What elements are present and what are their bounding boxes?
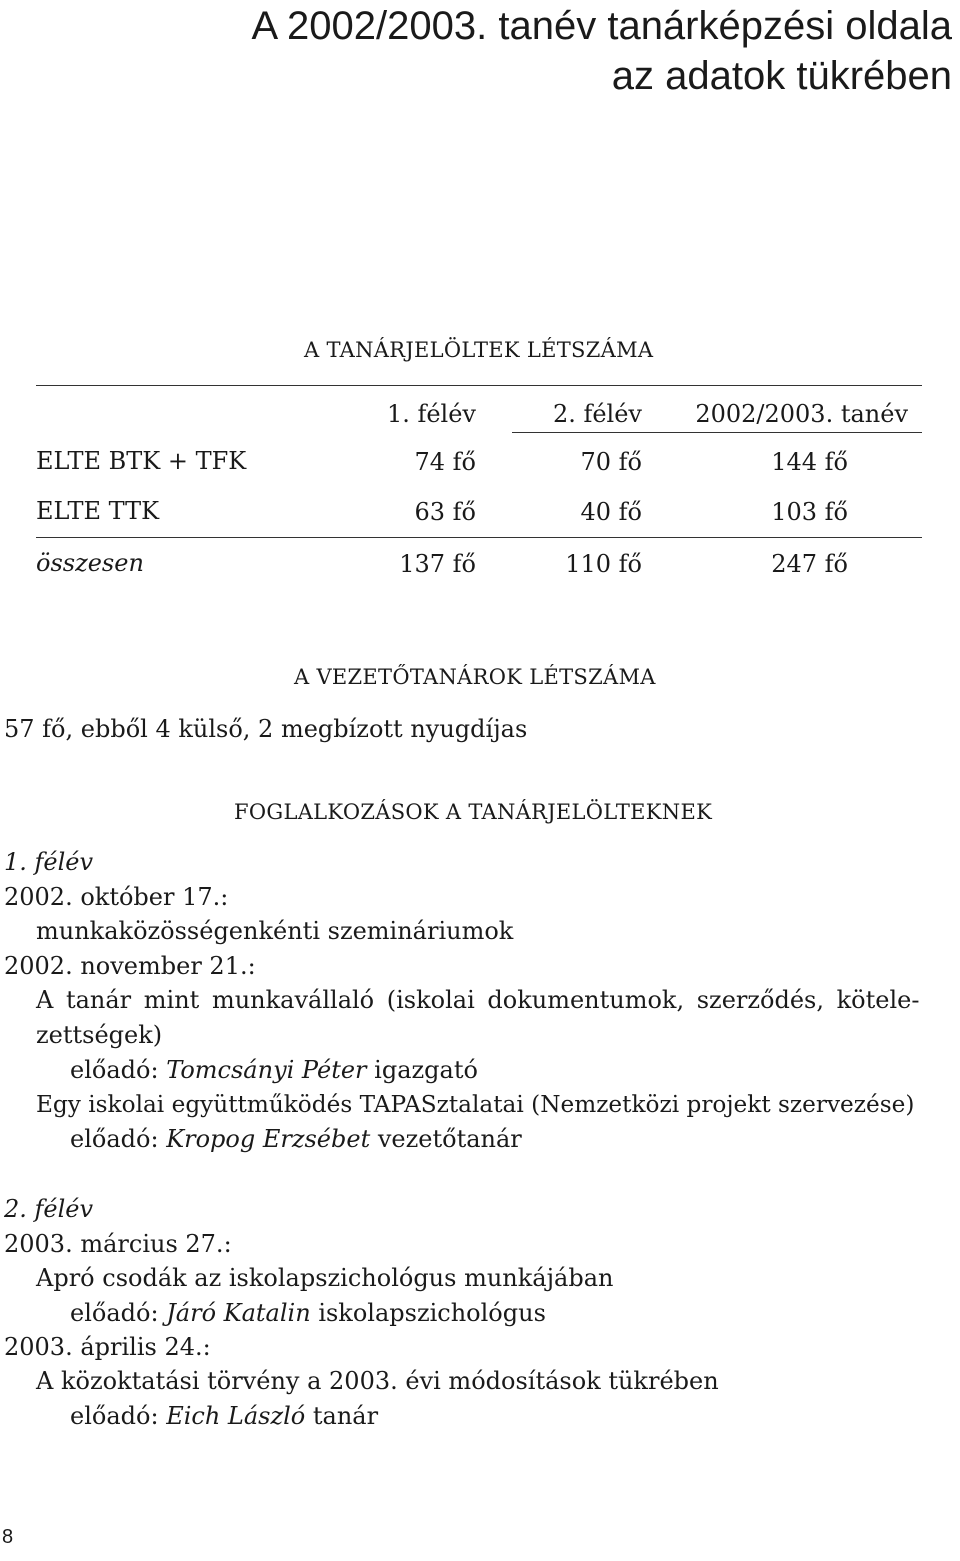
semester1-speaker2a bbox=[70, 1053, 478, 1087]
section3-heading: FOGLALKOZÁSOK A TANÁRJELÖLTEKNEK bbox=[234, 800, 713, 824]
table1-sum-rule bbox=[36, 537, 922, 538]
table1-cell: 74 fő bbox=[414, 448, 476, 476]
semester1-topic2b: Egy iskolai együttműködés TAPASztalatai (Nemzetközi projekt szervezése) bbox=[36, 1091, 915, 1118]
speaker-name: Kropog Erzsébet bbox=[166, 1125, 371, 1153]
speaker-label: előadó: bbox=[70, 1402, 159, 1430]
speaker-name: Járó Katalin bbox=[166, 1299, 311, 1327]
page-title-line-2: az adatok tükrében bbox=[611, 54, 952, 98]
table1-heading: A TANÁRJELÖLTEK LÉTSZÁMA bbox=[304, 338, 654, 362]
speaker-role: iskolapszichológus bbox=[318, 1299, 546, 1327]
speaker-role: igazgató bbox=[374, 1056, 478, 1084]
speaker-label: előadó: bbox=[70, 1299, 159, 1327]
table1-cell: 70 fő bbox=[580, 448, 642, 476]
table1-top-rule bbox=[36, 385, 922, 386]
page-number: 8 bbox=[2, 1526, 14, 1548]
semester2-speaker2 bbox=[70, 1399, 378, 1433]
semester2-speaker1 bbox=[70, 1296, 546, 1330]
table1-cell: 63 fő bbox=[414, 498, 476, 526]
semester1-topic2a-line2: zettségek) bbox=[36, 1021, 163, 1049]
semester1-topic1: munkaközösségenkénti szemináriumok bbox=[36, 917, 514, 945]
semester2-date2: 2003. április 24.: bbox=[4, 1333, 211, 1361]
section2-heading: A VEZETŐTANÁROK LÉTSZÁMA bbox=[294, 665, 656, 689]
speaker-role: tanár bbox=[312, 1402, 379, 1430]
page-title-line-1: A 2002/2003. tanév tanárképzési oldala bbox=[251, 4, 952, 48]
semester1-date2: 2002. november 21.: bbox=[4, 952, 256, 980]
table1-cell: 103 fő bbox=[771, 498, 848, 526]
table1-row-label: ELTE TTK bbox=[36, 497, 160, 525]
semester1-speaker2b bbox=[70, 1122, 522, 1156]
table1-cell: 137 fő bbox=[399, 550, 476, 578]
semester1-topic2a-line1: A tanár mint munkavállaló (iskolai dokumentumok, szerződés, kötele- bbox=[36, 986, 920, 1014]
semester2-date1: 2003. március 27.: bbox=[4, 1230, 232, 1258]
table1-cell: 110 fő bbox=[565, 550, 642, 578]
section2-text: 57 fő, ebből 4 külső, 2 megbízott nyugdíjas bbox=[4, 715, 528, 743]
semester1-label: 1. félév bbox=[4, 848, 94, 876]
table1-cell: 144 fő bbox=[771, 448, 848, 476]
speaker-label: előadó: bbox=[70, 1056, 159, 1084]
semester1-date1: 2002. október 17.: bbox=[4, 883, 229, 911]
semester2-topic1: Apró csodák az iskolapszichológus munkájában bbox=[36, 1264, 614, 1292]
table1-row-label: összesen bbox=[36, 549, 144, 577]
speaker-label: előadó: bbox=[70, 1125, 159, 1153]
table1-col-header: 2002/2003. tanév bbox=[695, 400, 908, 428]
table1-row-label: ELTE BTK + TFK bbox=[36, 447, 247, 475]
table1-col-header: 1. félév bbox=[386, 400, 476, 428]
speaker-role: vezetőtanár bbox=[377, 1125, 522, 1153]
table1-col-header: 2. félév bbox=[552, 400, 642, 428]
table1-cell: 247 fő bbox=[771, 550, 848, 578]
speaker-name: Tomcsányi Péter bbox=[166, 1056, 367, 1084]
semester2-topic2: A közoktatási törvény a 2003. évi módosítások tükrében bbox=[36, 1367, 719, 1395]
semester2-label: 2. félév bbox=[4, 1195, 94, 1223]
table1-header-rule bbox=[512, 432, 922, 433]
table1-cell: 40 fő bbox=[580, 498, 642, 526]
speaker-name: Eich László bbox=[166, 1402, 306, 1430]
